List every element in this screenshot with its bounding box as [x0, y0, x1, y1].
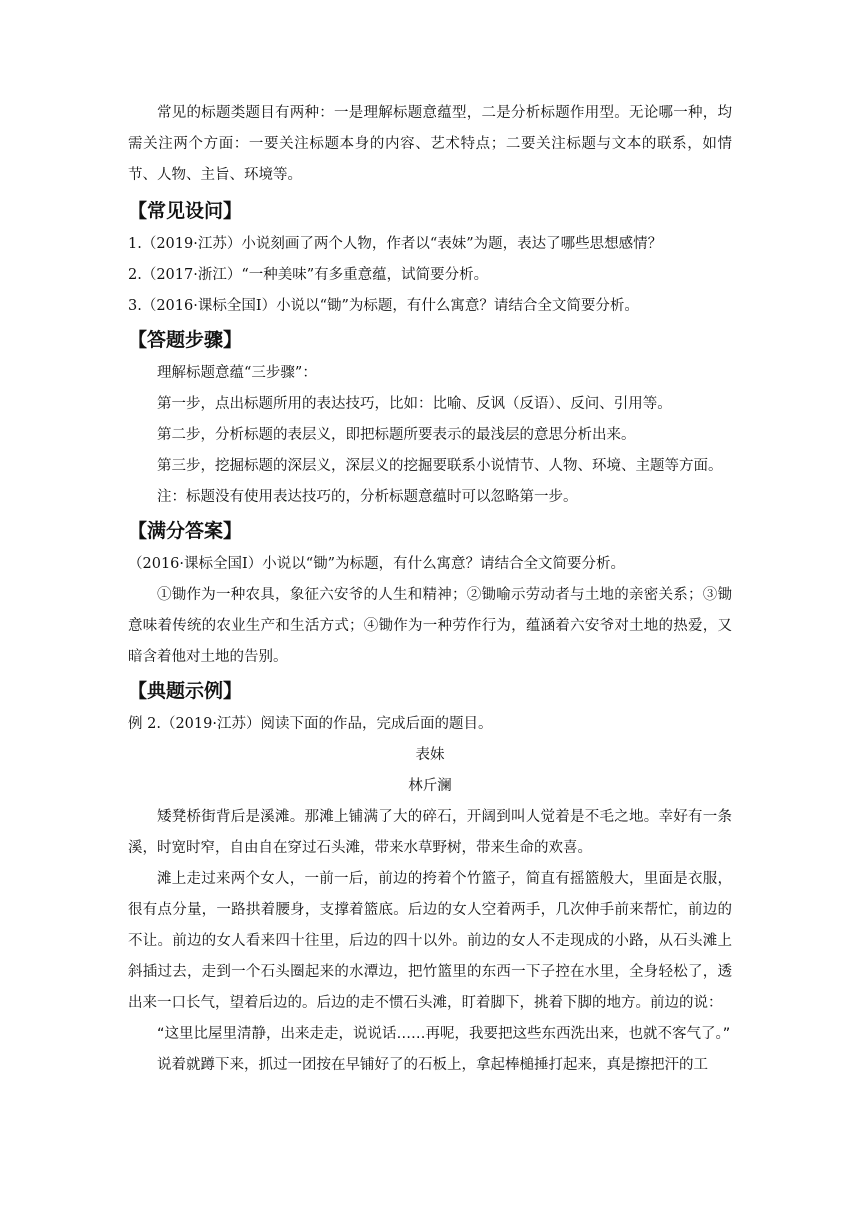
- story-paragraph-4: 说着就蹲下来，抓过一团按在早铺好了的石板上，拿起棒槌捶打起来，真是擦把汗的工: [157, 1057, 708, 1073]
- story-author: 林斤澜: [408, 778, 452, 794]
- steps-note: 注：标题没有使用表达技巧的，分析标题意蕴时可以忽略第一步。: [157, 489, 578, 505]
- answer-text: ①锄作为一种农具，象征六安爷的人生和精神；②锄喻示劳动者与土地的亲密关系；③锄意味着传统的农业生产和生活方式；④锄作为一种劳作行为，蕴涵着六安爷对土地的热爱，又暗含着他对土地的告别。: [128, 587, 732, 665]
- question-item-3: 3.（2016·课标全国Ⅰ）小说以“锄”为标题，有什么寓意？请结合全文简要分析。: [128, 298, 639, 314]
- question-item-2: 2.（2017·浙江）“一种美味”有多重意蕴，试简要分析。: [128, 267, 489, 283]
- section-heading-common-questions: 【常见设问】: [128, 200, 243, 222]
- intro-paragraph: 常见的标题类题目有两种：一是理解标题意蕴型，二是分析标题作用型。无论哪一种，均需关注两个方面：一要关注标题本身的内容、艺术特点；二要关注标题与文本的联系，如情节、人物、主旨、环境等。: [128, 105, 732, 183]
- story-paragraph-1: 矮凳桥街背后是溪滩。那滩上铺满了大的碎石，开阔到叫人觉着是不毛之地。幸好有一条溪，时宽时窄，自由自在穿过石头滩，带来水草野树，带来生命的欢喜。: [128, 809, 732, 856]
- section-heading-full-answer: 【满分答案】: [128, 520, 243, 542]
- answer-question: （2016·课标全国Ⅰ）小说以“锄”为标题，有什么寓意？请结合全文简要分析。: [128, 556, 626, 572]
- step-2: 第二步，分析标题的表层义，即把标题所要表示的最浅层的意思分析出来。: [157, 427, 636, 443]
- story-paragraph-2: 滩上走过来两个女人，一前一后，前边的挎着个竹篮子，简直有摇篮般大，里面是衣服，很有点分量，一路拱着腰身，支撑着篮底。后边的女人空着两手，几次伸手前来帮忙，前边的不让。前边的女人看来四十往里，后边的四十以外。前边的女人不走现成的小路，从石头滩上斜插过去，走到一个石头圈起来的水潭边，把竹篮里的东西一下子控在水里，全身轻松了，透出来一口长气，望着后边的。后边的走不惯石头滩，盯着脚下，挑着下脚的地方。前边的说：: [128, 871, 732, 1011]
- section-heading-example: 【典题示例】: [128, 680, 243, 702]
- steps-intro: 理解标题意蕴“三步骤”：: [157, 365, 317, 381]
- section-heading-steps: 【答题步骤】: [128, 329, 243, 351]
- question-item-1: 1.（2019·江苏）小说刻画了两个人物，作者以“表妹”为题，表达了哪些思想感情？: [128, 236, 663, 252]
- story-paragraph-3: “这里比屋里清静，出来走走，说说话……再呢，我要把这些东西洗出来，也就不客气了。”: [157, 1026, 731, 1042]
- step-1: 第一步，点出标题所用的表达技巧，比如：比喻、反讽（反语）、反问、引用等。: [157, 396, 672, 412]
- step-3: 第三步，挖掘标题的深层义，深层义的挖掘要联系小说情节、人物、环境、主题等方面。: [157, 458, 723, 474]
- document-content: [128, 98, 732, 1081]
- example-prompt: 例 2.（2019·江苏）阅读下面的作品，完成后面的题目。: [128, 716, 493, 732]
- story-title: 表妹: [415, 747, 445, 763]
